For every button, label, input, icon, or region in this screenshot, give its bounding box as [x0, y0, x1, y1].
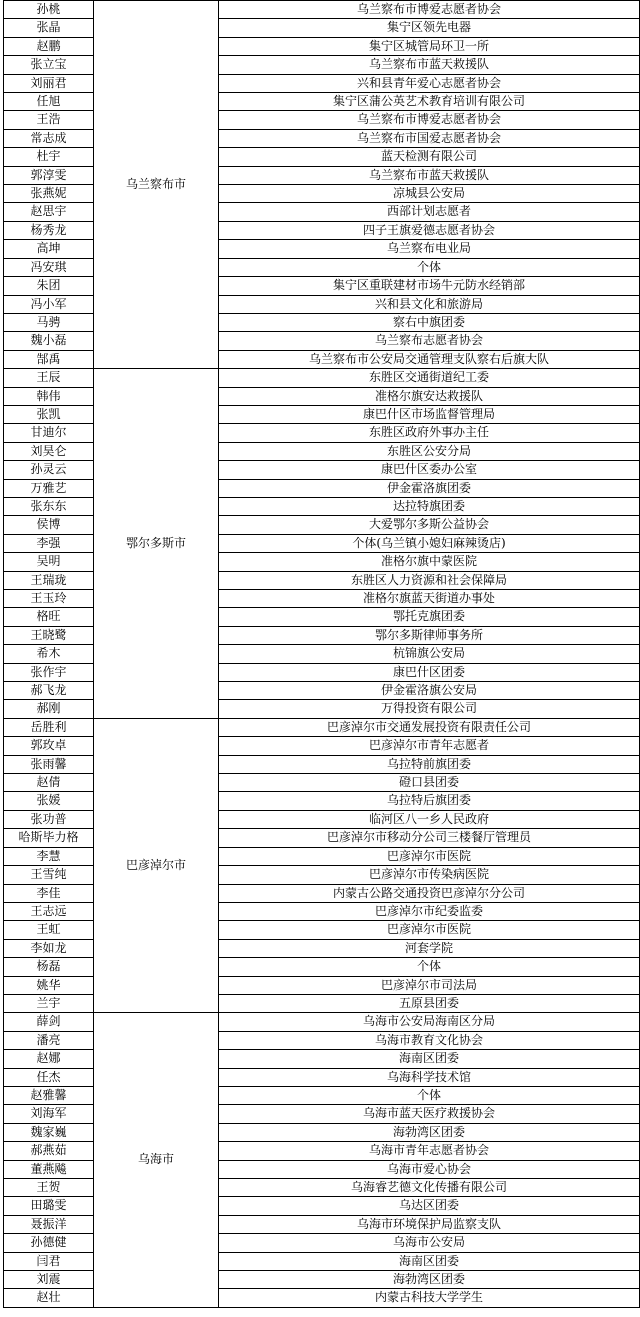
- person-name-cell: 刘丽君: [4, 74, 94, 92]
- organization-cell: 河套学院: [219, 939, 640, 957]
- organization-cell: 乌兰察布市蓝天救援队: [219, 166, 640, 184]
- organization-cell: 鄂尔多斯律师事务所: [219, 626, 640, 644]
- person-name-cell: 刘震: [4, 1271, 94, 1289]
- person-name-cell: 王雪纯: [4, 866, 94, 884]
- organization-cell: 集宁区领先电器: [219, 19, 640, 37]
- person-name-cell: 杜宇: [4, 148, 94, 166]
- person-name-cell: 王虹: [4, 921, 94, 939]
- table-row: [4, 369, 640, 387]
- person-name-cell: 格旺: [4, 608, 94, 626]
- person-name-cell: 朱团: [4, 277, 94, 295]
- person-name-cell: 王贺: [4, 1179, 94, 1197]
- table-row: [4, 1013, 640, 1031]
- organization-cell: 杭锦旗公安局: [219, 645, 640, 663]
- person-name-cell: 韩伟: [4, 387, 94, 405]
- person-name-cell: 魏家巍: [4, 1123, 94, 1141]
- person-name-cell: 郝燕茹: [4, 1142, 94, 1160]
- organization-cell: 集宁区蒲公英艺术教育培训有限公司: [219, 93, 640, 111]
- person-name-cell: 赵雅馨: [4, 1086, 94, 1104]
- person-name-cell: 张燕妮: [4, 185, 94, 203]
- organization-cell: 海勃湾区团委: [219, 1123, 640, 1141]
- organization-cell: 乌兰察布市国爱志愿者协会: [219, 129, 640, 147]
- organization-cell: 巴彦淖尔市交通发展投资有限责任公司: [219, 718, 640, 736]
- person-name-cell: 闫君: [4, 1252, 94, 1270]
- organization-cell: 乌达区团委: [219, 1197, 640, 1215]
- person-name-cell: 岳胜利: [4, 718, 94, 736]
- person-name-cell: 王辰: [4, 369, 94, 387]
- organization-cell: 乌海市环境保护局监察支队: [219, 1215, 640, 1233]
- organization-cell: 乌兰察布电业局: [219, 240, 640, 258]
- person-name-cell: 王瑞珑: [4, 571, 94, 589]
- person-name-cell: 张作宇: [4, 663, 94, 681]
- organization-cell: 乌海睿艺德文化传播有限公司: [219, 1179, 640, 1197]
- person-name-cell: 李如龙: [4, 939, 94, 957]
- table-row: [4, 1, 640, 19]
- person-name-cell: 张雨馨: [4, 755, 94, 773]
- organization-cell: 鄂托克旗团委: [219, 608, 640, 626]
- organization-cell: 海勃湾区团委: [219, 1271, 640, 1289]
- person-name-cell: 李慧: [4, 847, 94, 865]
- organization-cell: 兴和县青年爱心志愿者协会: [219, 74, 640, 92]
- organization-cell: 个体: [219, 258, 640, 276]
- volunteer-list-sheet: [3, 0, 639, 1308]
- organization-cell: 乌海市爱心协会: [219, 1160, 640, 1178]
- volunteer-table: [3, 0, 640, 1308]
- organization-cell: 乌海市青年志愿者协会: [219, 1142, 640, 1160]
- organization-cell: 五原县团委: [219, 994, 640, 1012]
- person-name-cell: 冯小军: [4, 295, 94, 313]
- person-name-cell: 潘亮: [4, 1031, 94, 1049]
- person-name-cell: 张晶: [4, 19, 94, 37]
- organization-cell: 伊金霍洛旗团委: [219, 479, 640, 497]
- organization-cell: 乌海市公安局海南区分局: [219, 1013, 640, 1031]
- person-name-cell: 甘迪尔: [4, 424, 94, 442]
- organization-cell: 海南区团委: [219, 1050, 640, 1068]
- person-name-cell: 郝飞龙: [4, 682, 94, 700]
- person-name-cell: 刘昊仑: [4, 442, 94, 460]
- person-name-cell: 王玉玲: [4, 590, 94, 608]
- organization-cell: 巴彦淖尔市医院: [219, 921, 640, 939]
- organization-cell: 集宁区重联建材市场牛元防水经销部: [219, 277, 640, 295]
- person-name-cell: 李强: [4, 534, 94, 552]
- organization-cell: 巴彦淖尔市纪委监委: [219, 902, 640, 920]
- organization-cell: 内蒙古科技大学学生: [219, 1289, 640, 1307]
- person-name-cell: 刘海军: [4, 1105, 94, 1123]
- organization-cell: 临河区八一乡人民政府: [219, 810, 640, 828]
- person-name-cell: 王浩: [4, 111, 94, 129]
- volunteer-table-body: [4, 1, 640, 1308]
- organization-cell: 个体(乌兰镇小媳妇麻辣烫店): [219, 534, 640, 552]
- person-name-cell: 马骋: [4, 313, 94, 331]
- organization-cell: 乌海市蓝天医疗救援协会: [219, 1105, 640, 1123]
- organization-cell: 乌海市公安局: [219, 1234, 640, 1252]
- organization-cell: 万得投资有限公司: [219, 700, 640, 718]
- organization-cell: 康巴什区市场监督管理局: [219, 405, 640, 423]
- organization-cell: 大爱鄂尔多斯公益协会: [219, 516, 640, 534]
- person-name-cell: 聂振洋: [4, 1215, 94, 1233]
- organization-cell: 个体: [219, 958, 640, 976]
- organization-cell: 康巴什区团委: [219, 663, 640, 681]
- organization-cell: 达拉特旗团委: [219, 497, 640, 515]
- person-name-cell: 赵娜: [4, 1050, 94, 1068]
- person-name-cell: 张立宝: [4, 56, 94, 74]
- person-name-cell: 哈斯毕力格: [4, 829, 94, 847]
- person-name-cell: 赵思宇: [4, 203, 94, 221]
- organization-cell: 巴彦淖尔市青年志愿者: [219, 737, 640, 755]
- organization-cell: 磴口县团委: [219, 774, 640, 792]
- organization-cell: 察右中旗团委: [219, 313, 640, 331]
- city-group-cell: 乌兰察布市: [94, 1, 219, 369]
- organization-cell: 巴彦淖尔市司法局: [219, 976, 640, 994]
- person-name-cell: 薛剑: [4, 1013, 94, 1031]
- person-name-cell: 常志成: [4, 129, 94, 147]
- organization-cell: 内蒙古公路交通投资巴彦淖尔分公司: [219, 884, 640, 902]
- organization-cell: 东胜区交通街道纪工委: [219, 369, 640, 387]
- person-name-cell: 高坤: [4, 240, 94, 258]
- organization-cell: 海南区团委: [219, 1252, 640, 1270]
- organization-cell: 巴彦淖尔市传染病医院: [219, 866, 640, 884]
- organization-cell: 凉城县公安局: [219, 185, 640, 203]
- person-name-cell: 杨秀龙: [4, 221, 94, 239]
- organization-cell: 巴彦淖尔市医院: [219, 847, 640, 865]
- organization-cell: 准格尔旗蓝天街道办事处: [219, 590, 640, 608]
- organization-cell: 个体: [219, 1086, 640, 1104]
- organization-cell: 乌海科学技术馆: [219, 1068, 640, 1086]
- organization-cell: 四子王旗爱德志愿者协会: [219, 221, 640, 239]
- person-name-cell: 王志远: [4, 902, 94, 920]
- person-name-cell: 万雅艺: [4, 479, 94, 497]
- person-name-cell: 李佳: [4, 884, 94, 902]
- city-group-cell: 鄂尔多斯市: [94, 369, 219, 719]
- organization-cell: 蓝天检测有限公司: [219, 148, 640, 166]
- person-name-cell: 孙桃: [4, 1, 94, 19]
- person-name-cell: 吴明: [4, 553, 94, 571]
- organization-cell: 康巴什区委办公室: [219, 461, 640, 479]
- person-name-cell: 冯安琪: [4, 258, 94, 276]
- person-name-cell: 侯博: [4, 516, 94, 534]
- person-name-cell: 郭玫卓: [4, 737, 94, 755]
- person-name-cell: 杨磊: [4, 958, 94, 976]
- organization-cell: 西部计划志愿者: [219, 203, 640, 221]
- person-name-cell: 魏小磊: [4, 332, 94, 350]
- person-name-cell: 郜禹: [4, 350, 94, 368]
- person-name-cell: 董燕飚: [4, 1160, 94, 1178]
- organization-cell: 乌拉特前旗团委: [219, 755, 640, 773]
- city-group-cell: 巴彦淖尔市: [94, 718, 219, 1013]
- person-name-cell: 张功普: [4, 810, 94, 828]
- person-name-cell: 任旭: [4, 93, 94, 111]
- person-name-cell: 赵鹏: [4, 37, 94, 55]
- person-name-cell: 田璐雯: [4, 1197, 94, 1215]
- organization-cell: 准格尔旗安达救援队: [219, 387, 640, 405]
- person-name-cell: 姚华: [4, 976, 94, 994]
- person-name-cell: 希木: [4, 645, 94, 663]
- city-group-cell: 乌海市: [94, 1013, 219, 1308]
- person-name-cell: 孙德健: [4, 1234, 94, 1252]
- person-name-cell: 张东东: [4, 497, 94, 515]
- organization-cell: 乌兰察布市公安局交通管理支队察右后旗大队: [219, 350, 640, 368]
- organization-cell: 东胜区政府外事办主任: [219, 424, 640, 442]
- organization-cell: 乌海市教育文化协会: [219, 1031, 640, 1049]
- person-name-cell: 郭淳雯: [4, 166, 94, 184]
- organization-cell: 乌拉特后旗团委: [219, 792, 640, 810]
- person-name-cell: 张媛: [4, 792, 94, 810]
- organization-cell: 集宁区城管局环卫一所: [219, 37, 640, 55]
- organization-cell: 乌兰察布市博爱志愿者协会: [219, 1, 640, 19]
- person-name-cell: 郝刚: [4, 700, 94, 718]
- person-name-cell: 赵壮: [4, 1289, 94, 1307]
- person-name-cell: 孙灵云: [4, 461, 94, 479]
- organization-cell: 伊金霍洛旗公安局: [219, 682, 640, 700]
- organization-cell: 东胜区人力资源和社会保障局: [219, 571, 640, 589]
- organization-cell: 东胜区公安分局: [219, 442, 640, 460]
- person-name-cell: 兰宇: [4, 994, 94, 1012]
- organization-cell: 乌兰察布志愿者协会: [219, 332, 640, 350]
- organization-cell: 乌兰察布市博爱志愿者协会: [219, 111, 640, 129]
- organization-cell: 兴和县文化和旅游局: [219, 295, 640, 313]
- organization-cell: 乌兰察布市蓝天救援队: [219, 56, 640, 74]
- organization-cell: 巴彦淖尔市移动分公司三楼餐厅管理员: [219, 829, 640, 847]
- person-name-cell: 任杰: [4, 1068, 94, 1086]
- table-row: [4, 718, 640, 736]
- person-name-cell: 张凯: [4, 405, 94, 423]
- organization-cell: 准格尔旗中蒙医院: [219, 553, 640, 571]
- person-name-cell: 赵倩: [4, 774, 94, 792]
- person-name-cell: 王晓鹭: [4, 626, 94, 644]
